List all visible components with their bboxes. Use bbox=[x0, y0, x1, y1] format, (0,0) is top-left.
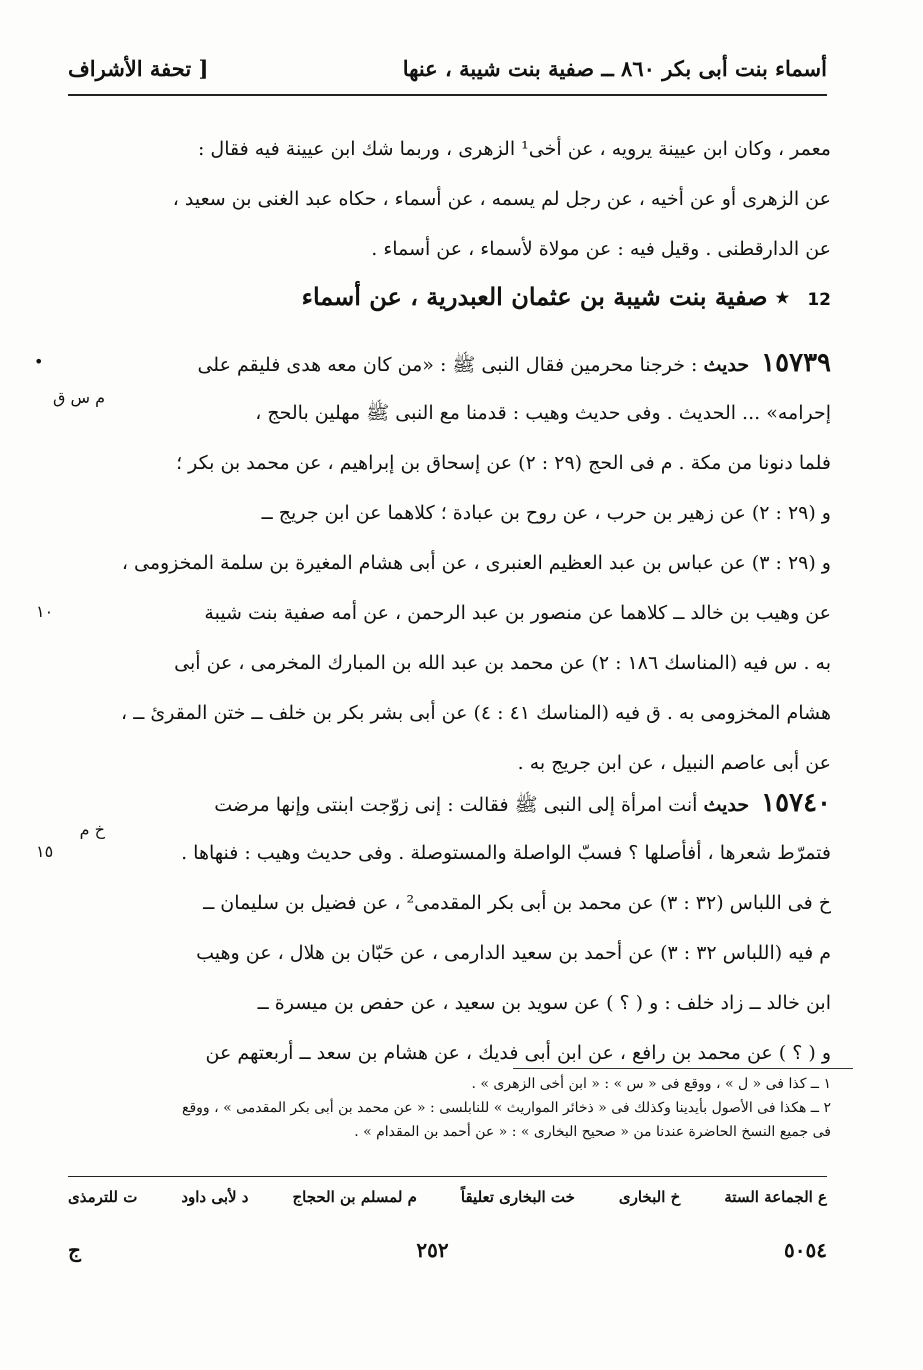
hadith-line: ابن خالد ــ زاد خلف : و ( ؟ ) عن سويد بن سعيد ، عن حفص بن ميسرة ــ bbox=[257, 992, 831, 1014]
hadith-entry-1 bbox=[62, 338, 831, 788]
hadith-line: م فيه (اللباس ٣٢ : ٣) عن أحمد بن سعيد الدارمى ، عن حَبّان بن هلال ، عن وهيب bbox=[196, 942, 831, 964]
intro-line: عن الزهرى أو عن أخيه ، عن رجل لم يسمه ، عن أسماء ، حكاه عبد الغنى بن سعيد ، bbox=[172, 188, 831, 210]
footnotes bbox=[100, 1072, 831, 1144]
abbreviation-item: ت للترمذى bbox=[68, 1188, 138, 1206]
hadith-line: به . س فيه (المناسك ١٨٦ : ٢) عن محمد بن عبد الله بن المبارك المخرمى ، عن أبى bbox=[174, 652, 831, 674]
hadith-line: عن أبى عاصم النبيل ، عن ابن جريج به . bbox=[517, 752, 831, 774]
intro-paragraph bbox=[62, 124, 831, 274]
hadith-number: ١٥٧٣٩ bbox=[761, 348, 831, 378]
hadith-line: هشام المخزومى به . ق فيه (المناسك ٤١ : ٤) عن أبى بشر بكر بن خلف ــ ختن المقرئ ــ ، bbox=[121, 702, 831, 724]
section-star-icon: ٭ bbox=[775, 282, 789, 311]
hadith-line: و (٢٩ : ٣) عن عباس بن عبد العظيم العنبرى ، عن أبى هشام المغيرة بن سلمة المخزومى ، bbox=[121, 552, 831, 574]
footnote-divider bbox=[513, 1068, 853, 1069]
abbreviation-divider bbox=[68, 1176, 827, 1177]
hadith-label: حديث bbox=[703, 354, 750, 376]
hadith-line: و (٢٩ : ٢) عن زهير بن حرب ، عن روح بن عبادة ؛ كلاهما عن ابن جريج ــ bbox=[261, 502, 831, 524]
hadith-line: و ( ؟ ) عن محمد بن رافع ، عن ابن أبى فديك ، عن هشام بن سعد ــ أربعتهم عن bbox=[205, 1042, 831, 1064]
volume-marker: ج bbox=[68, 1238, 81, 1262]
abbreviation-item: خ البخارى bbox=[618, 1188, 681, 1206]
page-footer bbox=[68, 1238, 827, 1262]
hadith-line: فلما دنونا من مكة . م فى الحج (٢٩ : ٢) عن إسحاق بن إبراهيم ، عن محمد بن بكر ؛ bbox=[176, 452, 831, 474]
hadith-number: ١٥٧٤٠ bbox=[761, 788, 831, 818]
hadith-line bbox=[62, 778, 831, 828]
intro-line: معمر ، وكان ابن عيينة يرويه ، عن أخى¹ الزهرى ، وربما شك ابن عيينة فيه فقال : bbox=[197, 138, 831, 160]
margin-siglum: م س ق bbox=[52, 388, 105, 407]
hadith-entry-2 bbox=[62, 778, 831, 1078]
section-heading bbox=[200, 282, 831, 311]
abbreviation-key bbox=[68, 1188, 827, 1206]
hadith-line: خ فى اللباس (٣٢ : ٣) عن محمد بن أبى بكر المقدمى² ، عن فضيل بن سليمان ــ bbox=[203, 892, 831, 914]
footnote: ١ ــ كذا فى « ل » ، ووقع فى « س » : « ابن أخى الزهرى » . bbox=[471, 1076, 831, 1092]
intro-line: عن الدارقطنى . وقيل فيه : عن مولاة لأسماء ، عن أسماء . bbox=[371, 238, 831, 260]
running-header bbox=[68, 48, 827, 88]
margin-line-number: ١٥ bbox=[36, 842, 54, 861]
page-number: ٢٥٢ bbox=[416, 1238, 449, 1262]
section-number: 12 bbox=[807, 290, 831, 310]
margin-bullet-icon: • bbox=[34, 352, 44, 371]
hadith-label: حديث bbox=[703, 794, 750, 816]
hadith-text: أنت امرأة إلى النبى ﷺ فقالت : إنى زوّجت ابنتى وإنها مرضت bbox=[214, 794, 698, 816]
hadith-line: عن وهيب بن خالد ــ كلاهما عن منصور بن عبد الرحمن ، عن أمه صفية بنت شيبة bbox=[204, 602, 831, 624]
footnote: فى جميع النسخ الحاضرة عندنا من « صحيح البخارى » : « عن أحمد بن المقدام » . bbox=[354, 1124, 831, 1140]
header-left-title: [ تحفة الأشراف bbox=[68, 55, 209, 81]
hadith-line bbox=[62, 338, 831, 388]
hadith-line: إحرامه» ... الحديث . وفى حديث وهيب : قدمنا مع النبى ﷺ مهلين بالحج ، bbox=[255, 402, 831, 424]
hadith-text: : خرجنا محرمين فقال النبى ﷺ : «من كان معه هدى فليقم على bbox=[197, 354, 698, 376]
abbreviation-item: د لأبى داود bbox=[181, 1188, 249, 1206]
hadith-line: فتمرّط شعرها ، أفأصلها ؟ فسبّ الواصلة والمستوصلة . وفى حديث وهيب : فنهاها . bbox=[181, 842, 831, 864]
section-title: صفية بنت شيبة بن عثمان العبدرية ، عن أسماء bbox=[301, 282, 768, 311]
abbreviation-item: م لمسلم بن الحجاج bbox=[292, 1188, 417, 1206]
footer-code: ٥٠٥٤ bbox=[784, 1238, 827, 1262]
header-right-title: أسماء بنت أبى بكر ٨٦٠ ــ صفية بنت شيبة ، عنها bbox=[402, 55, 827, 81]
footnote: ٢ ــ هكذا فى الأصول بأيدينا وكذلك فى « ذخائر المواريث » للنابلسى : « عن محمد بن أبى بكر المقدمى » ، ووقع bbox=[182, 1100, 831, 1116]
header-divider bbox=[68, 94, 827, 96]
abbreviation-item: ع الجماعة الستة bbox=[724, 1188, 827, 1206]
margin-line-number: ١٠ bbox=[36, 602, 54, 621]
margin-siglum: خ م bbox=[79, 820, 105, 839]
abbreviation-item: خت البخارى تعليقاً bbox=[460, 1188, 575, 1206]
